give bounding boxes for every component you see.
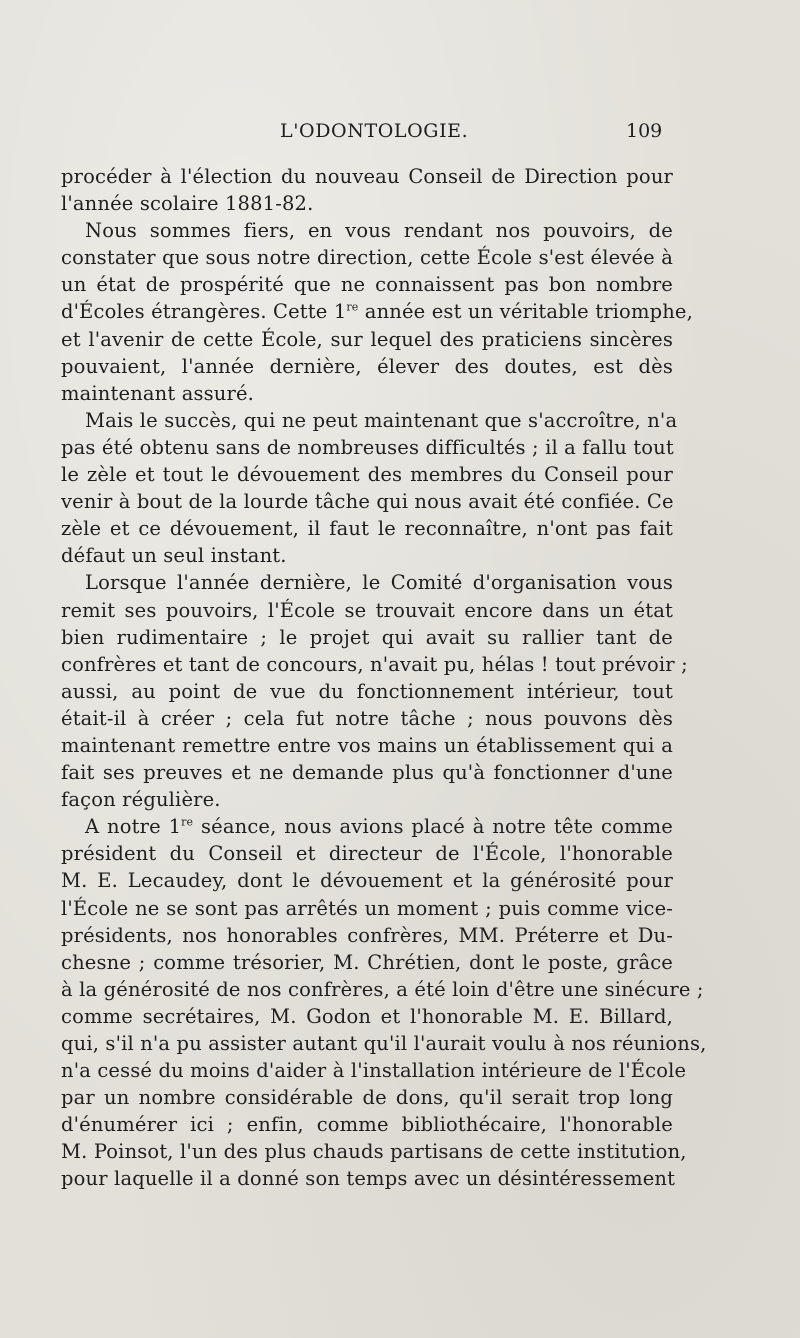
ordinal-superscript: re xyxy=(346,300,359,314)
text-line xyxy=(61,624,673,651)
text-segment: aussi, au point de vue du fonctionnement intérieur, tout xyxy=(61,679,673,703)
text-segment: présidents, nos honorables confrères, MM. Préterre et Du- xyxy=(61,923,673,947)
running-title: L'ODONTOLOGIE. xyxy=(280,120,469,142)
text-line xyxy=(61,217,673,244)
text-segment: à la générosité de nos confrères, a été loin d'être une sinécure ; xyxy=(61,977,704,1001)
text-line xyxy=(61,786,673,813)
text-segment: A notre 1 xyxy=(85,815,182,839)
text-segment: président du Conseil et directeur de l'École, l'honorable xyxy=(61,842,673,866)
text-line xyxy=(61,759,673,786)
text-segment: un état de prospérité que ne connaissent pas bon nombre xyxy=(61,273,673,297)
text-line xyxy=(61,1030,707,1057)
text-line xyxy=(61,705,673,732)
text-line xyxy=(61,515,673,542)
page-number: 109 xyxy=(626,120,663,142)
text-line xyxy=(61,353,673,380)
text-line xyxy=(61,597,673,624)
text-segment: pouvaient, l'année dernière, élever des doutes, est dès xyxy=(61,354,673,378)
text-segment: pour laquelle il a donné son temps avec un désintéressement xyxy=(61,1167,676,1191)
text-line xyxy=(61,488,673,515)
text-segment: procéder à l'élection du nouveau Conseil de Direction pour xyxy=(61,165,673,188)
text-segment: M. Poinsot, l'un des plus chauds partisans de cette institution, xyxy=(61,1140,687,1164)
text-line xyxy=(61,542,673,569)
ordinal-superscript: re xyxy=(181,815,194,829)
text-line xyxy=(61,922,673,949)
text-segment: confrères et tant de concours, n'avait pu, hélas ! tout prévoir ; xyxy=(61,652,688,676)
text-segment: l'année scolaire 1881-82. xyxy=(61,192,314,216)
text-segment: constater que sous notre direction, cette École s'est élevée à xyxy=(61,246,673,270)
text-segment: fait ses preuves et ne demande plus qu'à fonctionner d'une xyxy=(61,761,673,785)
text-segment: Nous sommes fiers, en vous rendant nos pouvoirs, de xyxy=(85,219,673,243)
text-line xyxy=(61,244,673,271)
text-line xyxy=(61,678,673,705)
text-segment: l'École ne se sont pas arrêtés un moment ; puis comme vice- xyxy=(61,896,673,920)
text-line xyxy=(61,380,673,407)
text-segment: défaut un seul instant. xyxy=(61,544,287,568)
text-segment: Lorsque l'année dernière, le Comité d'organisation vous xyxy=(85,571,673,595)
text-segment: M. E. Lecaudey, dont le dévouement et la générosité pour xyxy=(61,869,673,893)
text-line xyxy=(61,867,673,894)
text-line xyxy=(61,569,673,596)
text-segment: pas été obtenu sans de nombreuses difficultés ; il a fallu tout xyxy=(61,435,674,459)
text-segment: façon régulière. xyxy=(61,788,221,812)
text-line xyxy=(61,1111,673,1138)
text-segment: remit ses pouvoirs, l'École se trouvait encore dans un état xyxy=(61,598,673,622)
text-line xyxy=(61,326,673,353)
text-segment: bien rudimentaire ; le projet qui avait su rallier tant de xyxy=(61,625,673,649)
text-line xyxy=(61,1084,673,1111)
text-segment: maintenant assuré. xyxy=(61,381,255,405)
text-segment: d'Écoles étrangères. Cette 1 xyxy=(61,300,347,324)
text-segment: était-il à créer ; cela fut notre tâche ; nous pouvons dès xyxy=(61,706,673,730)
text-segment: chesne ; comme trésorier, M. Chrétien, dont le poste, grâce xyxy=(61,950,673,974)
text-segment: comme secrétaires, M. Godon et l'honorable M. E. Billard, xyxy=(61,1004,673,1028)
text-line xyxy=(61,895,673,922)
text-segment: année est un véritable triomphe, xyxy=(358,300,693,324)
text-line xyxy=(61,1057,687,1084)
running-head xyxy=(0,120,800,150)
text-line xyxy=(61,1165,676,1192)
text-segment: d'énumérer ici ; enfin, comme bibliothécaire, l'honorable xyxy=(61,1113,673,1137)
text-segment: venir à bout de la lourde tâche qui nous avait été confiée. Ce xyxy=(61,490,674,514)
text-line xyxy=(61,298,693,325)
text-line xyxy=(61,190,673,217)
text-segment: zèle et ce dévouement, il faut le reconnaître, n'ont pas fait xyxy=(61,517,673,541)
text-line xyxy=(61,949,673,976)
text-line xyxy=(61,163,673,190)
text-segment: Mais le succès, qui ne peut maintenant que s'accroître, n'a xyxy=(85,408,678,432)
text-line xyxy=(61,976,704,1003)
text-line xyxy=(61,271,673,298)
text-line xyxy=(61,434,673,461)
text-line xyxy=(61,1003,673,1030)
text-segment: par un nombre considérable de dons, qu'il serait trop long xyxy=(61,1086,673,1110)
text-line xyxy=(61,732,673,759)
text-segment: séance, nous avions placé à notre tête comme xyxy=(193,815,673,839)
text-line xyxy=(61,1138,687,1165)
text-segment: n'a cessé du moins d'aider à l'installation intérieure de l'École xyxy=(61,1059,687,1083)
text-line xyxy=(61,407,678,434)
text-line xyxy=(61,461,673,488)
text-segment: maintenant remettre entre vos mains un établissement qui a xyxy=(61,733,673,757)
text-segment: et l'avenir de cette École, sur lequel des praticiens sincères xyxy=(61,327,673,351)
text-segment: le zèle et tout le dévouement des membres du Conseil pour xyxy=(61,463,673,487)
text-line xyxy=(61,651,688,678)
text-line xyxy=(61,840,673,867)
text-line xyxy=(61,813,673,840)
text-segment: qui, s'il n'a pu assister autant qu'il l'aurait voulu à nos réunions, xyxy=(61,1032,707,1055)
body-text xyxy=(61,163,707,1193)
